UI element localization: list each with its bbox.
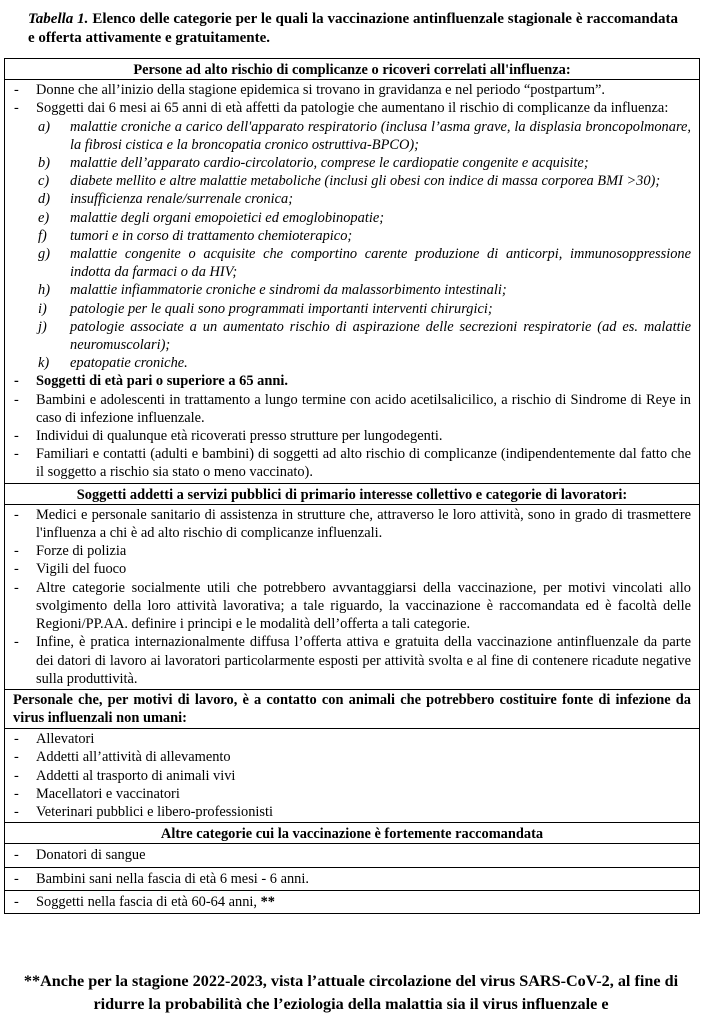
list-item [5,803,699,821]
section-header: Persone ad alto rischio di complicanze o ricoveri correlati all'influenza: [5,59,699,80]
caption-label: Tabella 1. [28,11,89,27]
sub-item-letter: h) [38,282,50,299]
list-item-text: Allevatori [36,731,95,748]
sub-item-letter: b) [38,155,50,172]
bullet-dash: - [14,543,19,560]
bullet-dash: - [14,446,19,463]
sub-item-letter: i) [38,300,47,317]
footnote-text: **Anche per la stagione 2022-2023, vista l’attuale circolazione del virus SARS-CoV-2, al fine di ridurre la probabilità che l’eziologia della malattia sia il virus influenzale e [23,972,679,1013]
list-item-text: Familiari e contatti (adulti e bambini) di soggetti ad alto rischio di complicanze (indipendentemente dal fatto che il soggetto a rischio sia stato o meno vaccinato). [36,446,691,481]
list-item [5,560,699,578]
sub-item [5,281,699,299]
table-row [5,868,699,891]
table-row [5,844,699,867]
bullet-dash: - [14,634,19,651]
section-body [5,80,699,483]
sub-item [5,118,699,154]
bullet-dash: - [14,749,19,766]
bullet-dash: - [14,847,19,864]
section-body [5,729,699,823]
sub-item [5,209,699,227]
list-item-text: Addetti all’attività di allevamento [36,749,231,766]
list-item-text: Altre categorie socialmente utili che potrebbero avvantaggiarsi della vaccinazione, per motivi vincolati allo svolgimento della loro attività lavorativa; a tale riguardo, la vaccinazione è raccomandata ed è facoltà delle Regioni/PP.AA. definire i principi e le modalità dell’offerta a tali categorie. [36,579,691,633]
sub-item-text: epatopatie croniche. [70,355,188,372]
list-item-text: Bambini sani nella fascia di età 6 mesi - 6 anni. [36,870,309,887]
list-item [5,748,699,766]
list-item [5,870,699,888]
list-item-text: Medici e personale sanitario di assistenza in strutture che, attraverso le loro attività, sono in grado di trasmettere l'influenza a chi è ad alto rischio di complicanze influenzali. [36,506,691,542]
sub-item [5,354,699,372]
bullet-dash: - [14,893,19,910]
sub-item-letter: c) [38,173,50,190]
sub-item-text: malattie infiammatorie croniche e sindromi da malassorbimento intestinali; [70,282,507,299]
sub-item-text: malattie degli organi emopoietici ed emoglobinopatie; [70,209,385,226]
sub-item-text: patologie associate a un aumentato rischio di aspirazione delle secrezioni respiratorie (ad es. malattie neuromuscolari); [70,318,691,354]
sub-item-text: malattie dell’apparato cardio-circolatorio, comprese le cardiopatie congenite e acquisite; [70,155,589,172]
list-item [5,633,699,688]
list-item [5,785,699,803]
sub-item [5,300,699,318]
bullet-dash: - [14,731,19,748]
sub-item-text: tumori e in corso di trattamento chemioterapico; [70,227,353,244]
list-item-text: Macellatori e vaccinatori [36,785,180,802]
list-item-text: Soggetti di età pari o superiore a 65 anni. [36,373,288,390]
sub-item-letter: k) [38,355,50,372]
categories-table [4,58,700,914]
sub-item-text: diabete mellito e altre malattie metaboliche (inclusi gli obesi con indice di massa corporea BMI >30); [70,173,661,190]
section-header: Personale che, per motivi di lavoro, è a contatto con animali che potrebbero costituire fonte di infezione da virus influenzali non umani: [5,690,699,729]
bullet-dash: - [14,82,19,99]
list-item-text: Forze di polizia [36,543,127,560]
list-item [5,99,699,117]
list-item [5,579,699,634]
list-item-text: Soggetti dai 6 mesi ai 65 anni di età affetti da patologie che aumentano il rischio di complicanze da influenza: [36,100,669,117]
caption-text: Elenco delle categorie per le quali la vaccinazione antinfluenzale stagionale è raccomandata e offerta attivamente e gratuitamente. [28,11,679,46]
sub-item [5,227,699,245]
sub-item [5,318,699,354]
list-item [5,846,699,864]
footnote-marker: ** [260,893,275,910]
sub-item-text: malattie croniche a carico dell'apparato respiratorio (inclusa l’asma grave, la displasia broncopolmonare, la fibrosi cistica e la broncopatia cronico ostruttiva-BPCO); [70,118,691,153]
bullet-dash: - [14,428,19,445]
bullet-dash: - [14,100,19,117]
sub-item-letter: d) [38,191,50,208]
sub-item-letter: j) [38,318,47,335]
list-item-text: Vigili del fuoco [36,561,127,578]
bullet-dash: - [14,579,19,596]
list-item [5,767,699,785]
list-item-text: Individui di qualunque età ricoverati presso strutture per lungodegenti. [36,428,443,445]
list-item-text: Veterinari pubblici e libero-professionisti [36,803,273,820]
bullet-dash: - [14,785,19,802]
section-header: Soggetti addetti a servizi pubblici di primario interesse collettivo e categorie di lavoratori: [5,484,699,505]
list-item [5,506,699,542]
sub-item-letter: g) [38,246,50,263]
list-item [5,445,699,481]
list-item [5,81,699,99]
bullet-dash: - [14,803,19,820]
list-item [5,427,699,445]
list-item-text: Soggetti nella fascia di età 60-64 anni, [36,893,261,910]
sub-item [5,172,699,190]
bullet-dash: - [14,561,19,578]
bullet-dash: - [14,870,19,887]
bullet-dash: - [14,767,19,784]
sub-item [5,245,699,281]
list-item [5,372,699,390]
section-body [5,505,699,690]
list-item [5,730,699,748]
list-item [5,542,699,560]
table-row [5,891,699,913]
sub-item-letter: e) [38,209,50,226]
sub-item-letter: a) [38,118,50,135]
list-item-text: Bambini e adolescenti in trattamento a lungo termine con acido acetilsalicilico, a rischio di Sindrome di Reye in caso di infezione influenzale. [36,391,691,426]
sub-item-text: insufficienza renale/surrenale cronica; [70,191,294,208]
list-item [5,893,699,911]
sub-item-text: patologie per le quali sono programmati importanti interventi chirurgici; [70,300,493,317]
table-caption [28,10,678,48]
bullet-dash: - [14,391,19,408]
bullet-dash: - [14,373,19,390]
sub-item [5,154,699,172]
sub-item-letter: f) [38,227,47,244]
bullet-dash: - [14,506,19,523]
list-item-text: Donatori di sangue [36,847,146,864]
section-header: Altre categorie cui la vaccinazione è fortemente raccomandata [5,823,699,844]
sub-item-text: malattie congenite o acquisite che comportino carente produzione di anticorpi, immunosoppressione indotta da farmaci o da HIV; [70,246,691,281]
sub-item [5,190,699,208]
list-item-text: Addetti al trasporto di animali vivi [36,767,236,784]
list-item-text: Infine, è pratica internazionalmente diffusa l’offerta attiva e gratuita della vaccinazione antinfluenzale da parte dei datori di lavoro ai lavoratori particolarmente esposti per attività svolta e al fine di contenere ricadute negative sulla produttività. [36,634,691,687]
list-item-text: Donne che all’inizio della stagione epidemica si trovano in gravidanza e nel periodo “postpartum”. [36,82,606,99]
list-item [5,391,699,427]
